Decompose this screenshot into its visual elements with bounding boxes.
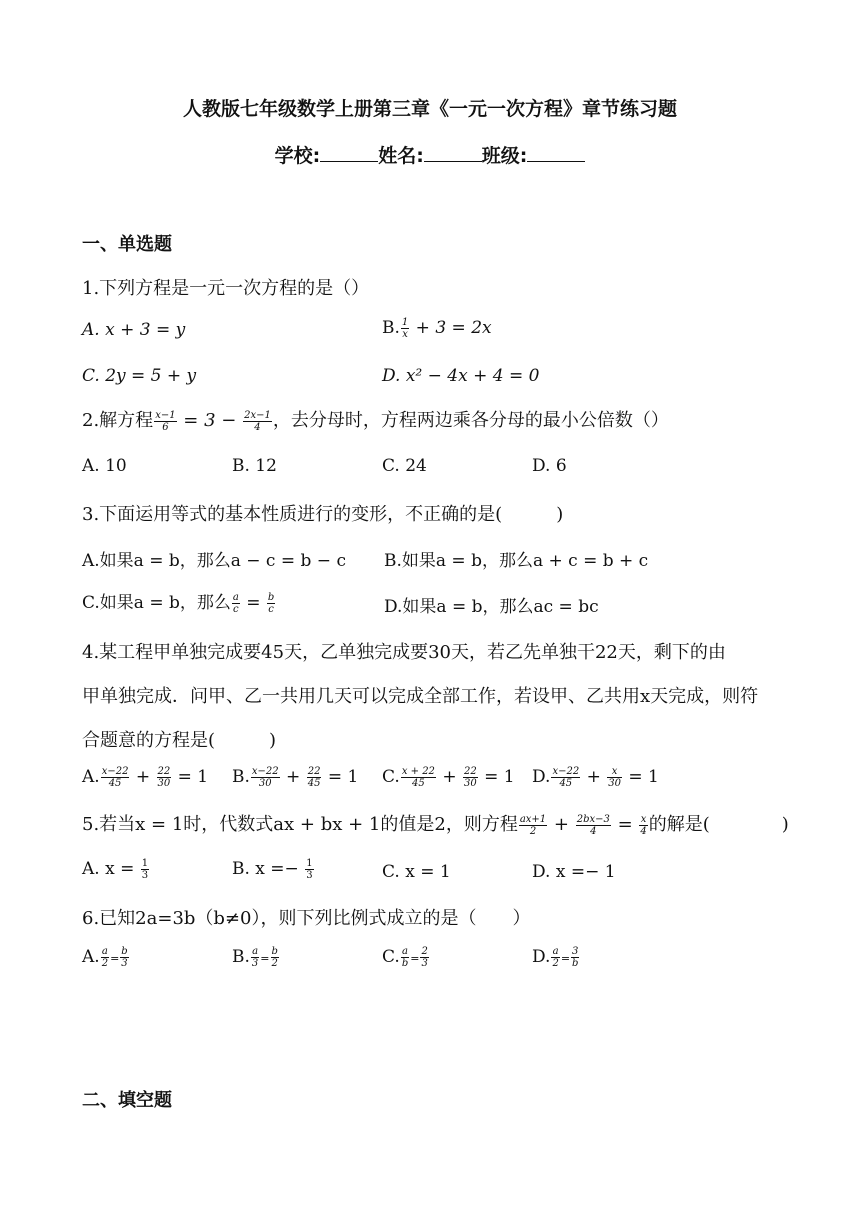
- name-blank[interactable]: [424, 147, 482, 162]
- q5-eq: =: [611, 814, 639, 835]
- q3-c-f2-den: c: [268, 604, 274, 615]
- q6-b-fraction-1: [251, 946, 259, 969]
- q6-c-fraction-2: [420, 946, 428, 969]
- q4-d-n1: x−22: [552, 766, 580, 777]
- q4-b-d2: 45: [307, 778, 321, 789]
- q1-option-a[interactable]: A. x + 3 = y: [82, 320, 186, 340]
- q6-stem: 6.已知2a=3b（b≠0），则下列比例式成立的是（ ）: [82, 908, 531, 929]
- q2-option-b[interactable]: B. 12: [232, 456, 277, 476]
- q4-c-d2: 30: [463, 778, 477, 789]
- q4-d-rhs: = 1: [622, 767, 659, 787]
- q6-d-d1: 2: [552, 958, 559, 969]
- q2-option-a[interactable]: A. 10: [82, 456, 127, 476]
- q5-option-a[interactable]: [82, 858, 150, 881]
- q2-f1-num: x−1: [155, 409, 176, 421]
- q6-c-eq: =: [410, 952, 420, 965]
- q4-a-rhs: = 1: [172, 767, 209, 787]
- q4-c-fraction-1: [401, 766, 436, 789]
- q6-b-d1: 3: [251, 958, 259, 969]
- q4-b-fraction-2: [307, 766, 322, 789]
- q5-stem: [82, 810, 789, 837]
- q6-c-d2: 3: [421, 958, 428, 969]
- q5-option-b[interactable]: [232, 858, 315, 881]
- q5-f3-num: x: [640, 813, 647, 825]
- q4-b-d1: 30: [258, 778, 272, 789]
- q6-option-c[interactable]: [382, 946, 430, 969]
- q6-option-d[interactable]: [532, 946, 580, 969]
- q5-b-fraction: [305, 858, 313, 881]
- q3-option-b[interactable]: B.如果a = b，那么a + c = b + c: [384, 551, 649, 571]
- q4-option-c[interactable]: C. $\frac{x + 22}{45}$ + $\frac{22}{30}$ = 1: [382, 766, 515, 789]
- q2-option-c[interactable]: C. 24: [382, 456, 427, 476]
- q3-c-f1-num: a: [232, 592, 239, 603]
- q4-c-fraction-2: [463, 766, 478, 789]
- q5-fraction-1: [519, 814, 547, 837]
- q6-b-n1: a: [252, 946, 259, 957]
- q6-c-fraction-1: [401, 946, 409, 969]
- q6-b-label: B.: [232, 947, 250, 967]
- q4-b-n2: 22: [307, 766, 321, 777]
- q6-option-b[interactable]: [232, 946, 280, 969]
- q2-stem: [82, 406, 669, 433]
- q2-mid: = 3 −: [177, 410, 243, 431]
- class-label: 班级:: [481, 145, 528, 167]
- q4-b-label: B.: [232, 767, 250, 787]
- q2-f2-den: 4: [254, 421, 261, 433]
- q4-d-n2: x: [607, 766, 622, 778]
- q4-c-label: C.: [382, 767, 400, 787]
- q4-stem-line-3: 合题意的方程是( ): [82, 730, 277, 751]
- q6-c-n1: a: [402, 946, 408, 957]
- q5-f2-den: 4: [590, 825, 597, 837]
- school-blank[interactable]: [320, 147, 378, 162]
- q2-fraction-1: [154, 410, 176, 433]
- q6-b-n2: b: [271, 946, 278, 957]
- q3-c-fraction-1: [232, 592, 240, 615]
- q6-b-d2: 2: [271, 958, 278, 969]
- q2-f2-num: 2x−1: [244, 409, 271, 421]
- q4-option-b[interactable]: B. $\frac{x-22}{30}$ + $\frac{22}{45}$ = 1: [232, 766, 359, 789]
- section-heading-fill-blank: 二、填空题: [82, 1090, 172, 1111]
- q2-f1-den: 6: [162, 421, 169, 433]
- q5-a-den: 3: [141, 870, 149, 881]
- q5-b-num: 1: [306, 858, 313, 869]
- q1-stem: 1.下列方程是一元一次方程的是（）: [82, 278, 370, 299]
- q3-c-f1-den: c: [233, 604, 239, 615]
- q5-fraction-3: [639, 814, 647, 837]
- q3-option-a[interactable]: A.如果a = b，那么a − c = b − c: [82, 551, 346, 571]
- q5-fraction-2: [576, 814, 611, 837]
- q6-a-fraction-1: [101, 946, 109, 969]
- q6-d-d2: b: [572, 958, 579, 969]
- q3-option-c[interactable]: [82, 588, 276, 615]
- q4-c-n1: x + 22: [401, 766, 435, 777]
- section-heading-single-choice: 一、单选题: [82, 234, 172, 255]
- q4-c-rhs: = 1: [478, 767, 515, 787]
- q5-option-d[interactable]: D. x =− 1: [532, 862, 616, 882]
- q3-c-fraction-2: [267, 592, 275, 615]
- q6-b-eq: =: [260, 952, 270, 965]
- q4-stem-line-2: 甲单独完成．问甲、乙一共用几天可以完成全部工作，若设甲、乙共用x天完成，则符: [82, 686, 759, 707]
- q6-a-fraction-2: [120, 946, 128, 969]
- q1-option-b-label: B.: [382, 318, 400, 338]
- q5-lead: 5.若当x = 1时，代数式ax + bx + 1的值是2，则方程: [82, 814, 518, 835]
- q2-option-d[interactable]: D. 6: [532, 456, 567, 476]
- q4-c-n2: 22: [463, 766, 477, 777]
- q5-f1-den: 2: [529, 825, 537, 837]
- q4-a-n1: x−22: [101, 766, 129, 777]
- q5-b-den: 3: [306, 870, 313, 881]
- q2-lead: 2.解方程: [82, 410, 154, 431]
- q6-d-fraction-2: [571, 946, 579, 969]
- q4-d-fraction-2: [607, 766, 622, 789]
- q1-option-c[interactable]: C. 2y = 5 + y: [82, 366, 197, 386]
- q3-stem: 3.下面运用等式的基本性质进行的变形，不正确的是( ): [82, 504, 564, 525]
- name-label: 姓名:: [378, 145, 424, 167]
- q6-b-fraction-2: [271, 946, 279, 969]
- q4-a-n2: 22: [157, 766, 171, 777]
- q4-b-fraction-1: [251, 766, 280, 789]
- q4-b-n1: x−22: [251, 766, 279, 777]
- q2-tail: ，去分母时，方程两边乘各分母的最小公倍数（）: [272, 410, 669, 431]
- q6-a-d1: 2: [101, 958, 109, 969]
- q1-option-b-rest: + 3 = 2x: [410, 318, 492, 338]
- q3-c-f2-num: b: [267, 592, 275, 603]
- q6-d-n1: a: [552, 946, 559, 957]
- q6-d-eq: =: [560, 952, 571, 965]
- q4-c-d1: 45: [412, 778, 425, 789]
- q4-a-label: A.: [82, 767, 100, 787]
- q5-a-num: 1: [141, 858, 149, 869]
- q6-a-label: A.: [82, 947, 100, 967]
- q5-b-lead: B. x =−: [232, 859, 305, 879]
- page-title: 人教版七年级数学上册第三章《一元一次方程》章节练习题: [182, 98, 677, 120]
- q4-option-a[interactable]: A. $\frac{x-22}{45}$ + $\frac{22}{30}$ = 1: [82, 766, 209, 789]
- q4-d-fraction-1: [551, 766, 580, 789]
- q5-a-lead: A. x =: [82, 859, 140, 879]
- q6-d-label: D.: [532, 947, 551, 967]
- q6-c-d1: b: [401, 958, 409, 969]
- q6-d-fraction-1: [551, 946, 559, 969]
- q5-tail: 的解是( ): [648, 814, 789, 835]
- q6-c-label: C.: [382, 947, 400, 967]
- q6-a-n2: b: [121, 946, 128, 957]
- q4-a-d2: 30: [157, 778, 171, 789]
- q4-d-d2: 30: [608, 778, 621, 789]
- q4-d-d1: 45: [559, 778, 573, 789]
- q6-d-n2: 3: [572, 946, 579, 957]
- q5-f3-den: 4: [640, 825, 647, 837]
- q1-option-d[interactable]: D. x² − 4x + 4 = 0: [382, 366, 540, 386]
- q4-stem-line-1: 4.某工程甲单独完成要45天，乙单独完成要30天，若乙先单独干22天，剩下的由: [82, 642, 726, 663]
- q4-a-fraction-1: [101, 766, 130, 789]
- q4-a-fraction-2: [157, 766, 172, 789]
- q1-b-fraction: $\frac{1}{x}$: [401, 317, 409, 340]
- q4-a-d1: 45: [108, 778, 122, 789]
- q4-d-label: D.: [532, 767, 551, 787]
- school-label: 学校:: [274, 145, 321, 167]
- q3-option-d[interactable]: D.如果a = b，那么ac = bc: [384, 597, 599, 617]
- q5-plus: +: [548, 814, 575, 835]
- q6-a-n1: a: [101, 946, 108, 957]
- q4-b-rhs: = 1: [322, 767, 359, 787]
- q6-c-n2: 2: [421, 946, 428, 957]
- q6-a-d2: 3: [121, 958, 128, 969]
- q5-f2-num: 2bx−3: [576, 813, 610, 825]
- q3-c-lead: C.如果a = b，那么: [82, 593, 231, 613]
- q4-option-d[interactable]: D. $\frac{x-22}{45}$ + $\frac{x}{30}$ = 1: [532, 766, 659, 789]
- q3-c-eq: =: [240, 593, 266, 613]
- student-info-line: [0, 141, 860, 168]
- class-blank[interactable]: [527, 147, 585, 162]
- q5-f1-num: ax+1: [519, 813, 547, 825]
- q5-a-fraction: [141, 858, 149, 881]
- q6-option-a[interactable]: [82, 946, 130, 969]
- q5-option-c[interactable]: C. x = 1: [382, 862, 451, 882]
- q6-a-eq: =: [110, 952, 120, 965]
- q1-option-b[interactable]: [382, 317, 492, 340]
- q2-fraction-2: [243, 410, 272, 433]
